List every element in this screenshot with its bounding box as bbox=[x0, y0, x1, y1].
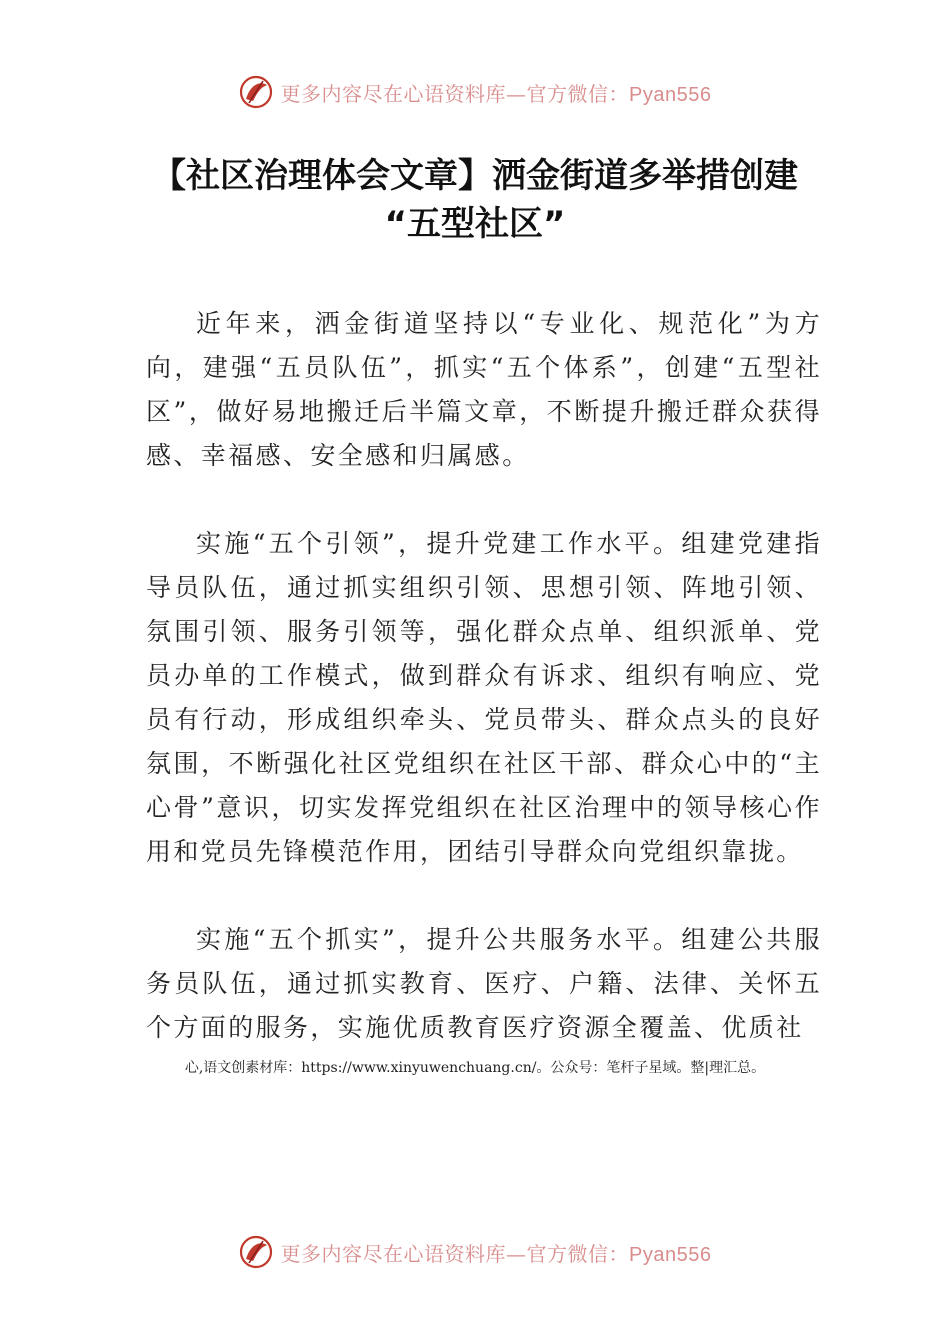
footer-banner-text: 更多内容尽在心语资料库—官方微信：Pyan556 bbox=[280, 1241, 712, 1266]
article-title bbox=[95, 152, 855, 248]
footer-banner bbox=[0, 1230, 950, 1274]
footer-wechat-id: Pyan556 bbox=[629, 1243, 712, 1266]
header-banner-text: 更多内容尽在心语资料库—官方微信：Pyan556 bbox=[280, 81, 712, 106]
paragraph-intro: 近年来，洒金街道坚持以“专业化、规范化”为方向，建强“五员队伍”，抓实“五个体系”，创建“五型社区”，做好易地搬迁后半篇文章，不断提升搬迁群众获得感、幸福感、安全感和归属感。 bbox=[146, 309, 822, 470]
article-body bbox=[146, 302, 822, 1050]
paragraph-public-service: 实施“五个抓实”，提升公共服务水平。组建公共服务员队伍，通过抓实教育、医疗、户籍、法律、关怀五个方面的服务，实施优质教育医疗资源全覆盖、优质社 bbox=[146, 925, 822, 1042]
brand-logo-icon bbox=[239, 1235, 273, 1269]
source-line: 心,语文创素材库：https://www.xinyuwenchuang.cn/。公众号：笔杆子星域。整|理汇总。 bbox=[184, 1060, 766, 1076]
brand-logo-icon bbox=[239, 75, 273, 109]
paragraph-party-building: 实施“五个引领”，提升党建工作水平。组建党建指导员队伍，通过抓实组织引领、思想引领、阵地引领、氛围引领、服务引领等，强化群众点单、组织派单、党员办单的工作模式，做到群众有诉求、组织有响应、党员有行动，形成组织牵头、党员带头、群众点头的良好氛围，不断强化社区党组织在社区干部、群众心中的“主心骨”意识，切实发挥党组织在社区治理中的领导核心作用和党员先锋模范作用，团结引导群众向党组织靠拢。 bbox=[146, 529, 822, 866]
title-line-1: 【社区治理体会文章】洒金街道多举措创建 bbox=[152, 156, 798, 196]
header-banner bbox=[0, 70, 950, 114]
header-wechat-id: Pyan556 bbox=[629, 83, 712, 106]
title-line-2: “五型社区” bbox=[384, 204, 566, 244]
